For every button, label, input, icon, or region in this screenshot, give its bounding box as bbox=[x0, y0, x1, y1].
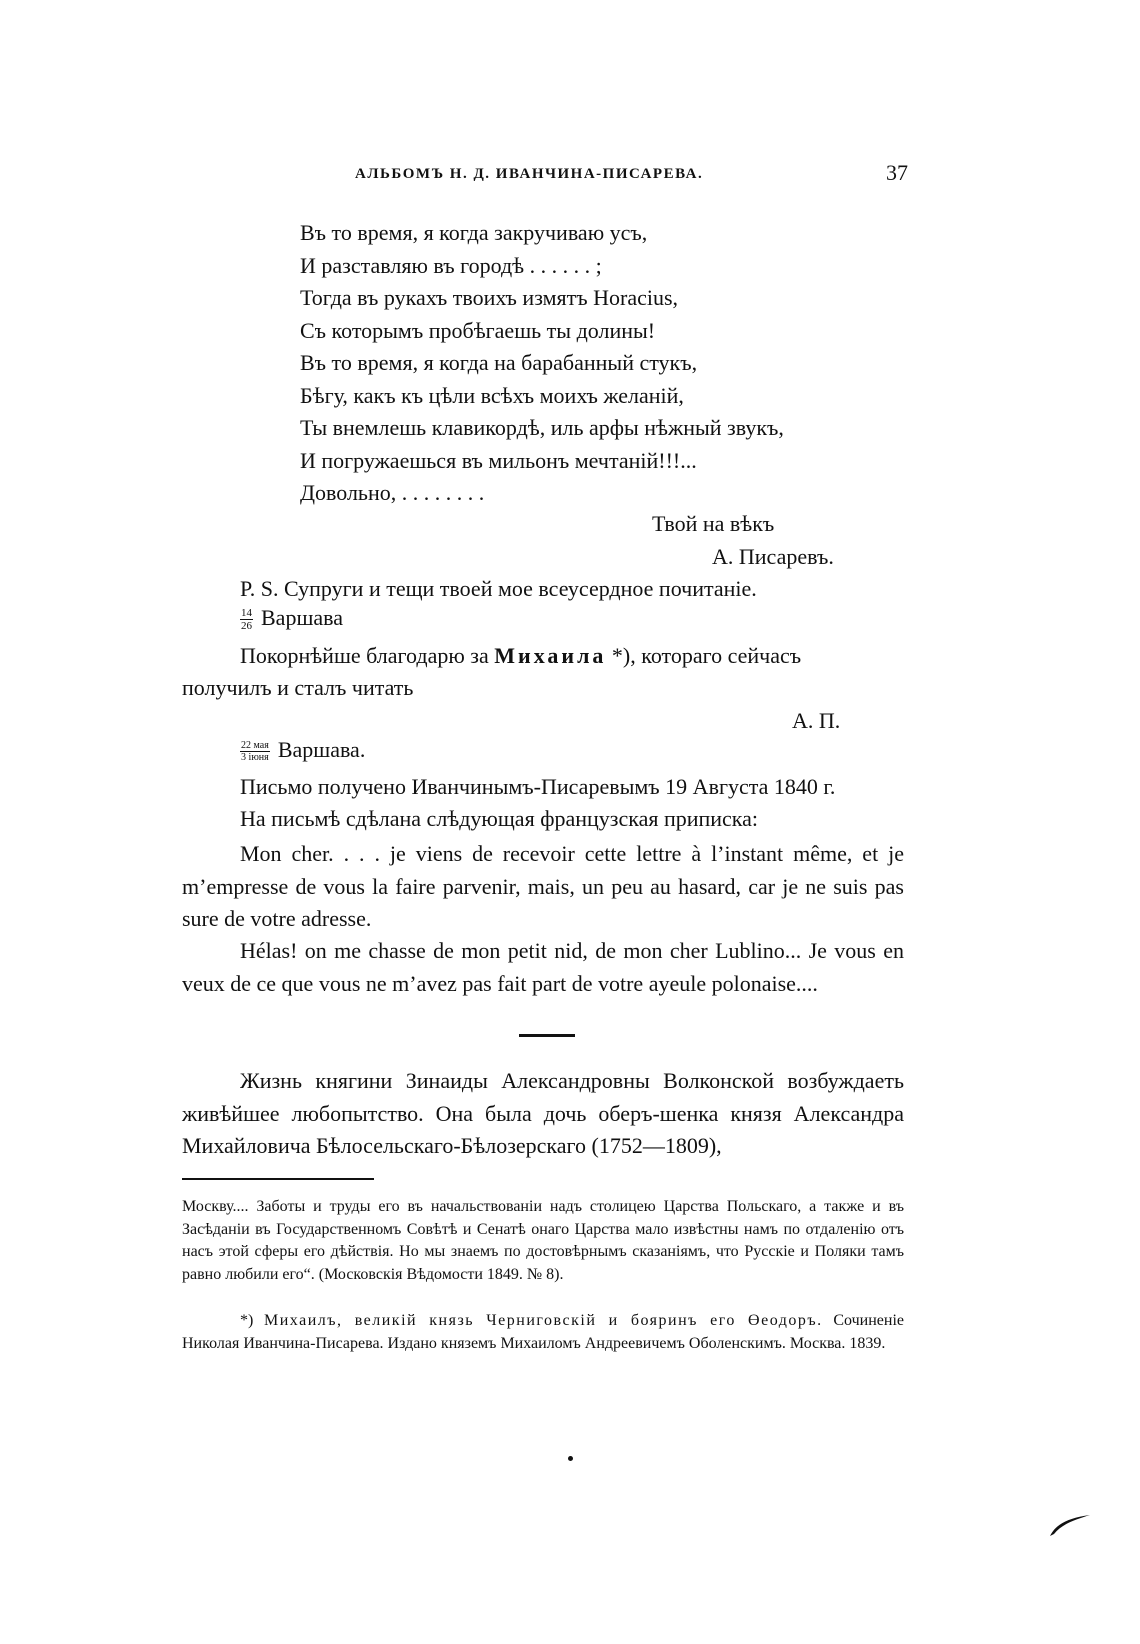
date-fraction-2 bbox=[240, 740, 270, 763]
poem-line: И погружаешься въ мильонъ мечтаній!!!... bbox=[300, 447, 697, 473]
section-divider bbox=[519, 1034, 575, 1037]
place-name: Варшава. bbox=[277, 737, 366, 762]
ink-speck bbox=[568, 1456, 573, 1461]
poem bbox=[300, 217, 784, 510]
date-denominator: 26 bbox=[241, 620, 252, 633]
footnote-continued: Москву.... Заботы и труды его въ начальствованіи надъ столицею Царства Польскаго, а также и въ Засѣданіи въ Государственномъ Совѣтѣ и Сенатѣ онаго Царства мало извѣстны намъ по отдаленію отъ насъ этой сферы его дѣйствія. Но мы знаемъ по достовѣрнымъ сказаніямъ, что Русскіе и Поляки тамъ равно любили его“. (Московскія Вѣдомости 1849. № 8). bbox=[182, 1198, 904, 1283]
date-numerator: 22 мая bbox=[241, 740, 269, 752]
poem-line: Ты внемлешь клавикордѣ, иль арфы нѣжный звукъ, bbox=[300, 415, 784, 440]
poem-line: Довольно, . . . . . . . . bbox=[300, 480, 485, 505]
thanks-text: ъ bbox=[789, 643, 802, 668]
ink-mark-icon bbox=[1048, 1512, 1092, 1538]
place-name: Варшава bbox=[261, 605, 344, 630]
date-fraction-1 bbox=[240, 607, 253, 632]
thanks-line bbox=[240, 643, 904, 669]
initials: А. П. bbox=[792, 708, 841, 733]
received-note: Письмо получено Иванчинымъ-Писаревымъ 19 Августа 1840 г. bbox=[240, 774, 836, 799]
footnote-rule bbox=[182, 1178, 374, 1180]
postscript: P. S. Супруги и тещи твоей мое всеусердное почитаніе. bbox=[240, 576, 757, 601]
letter-closing: Твой на вѣкъ bbox=[652, 511, 775, 536]
thanks-name: Михаила bbox=[494, 643, 607, 668]
footnote-text: Сочиненіе Николая Иванчина-Писарева. Издано княземъ Михаиломъ Андреевичемъ Оболенскимъ. Москва. 1839. bbox=[182, 1312, 904, 1352]
poem-line: Бѣгу, какъ къ цѣли всѣхъ моихъ желаній, bbox=[300, 382, 684, 408]
poem-line: Въ то время, я когда закручиваю усъ, bbox=[300, 220, 648, 245]
footnote-mark: *) bbox=[240, 1312, 265, 1329]
french-intro: На письмѣ сдѣлана слѣдующая французская приписка: bbox=[240, 806, 759, 831]
poem-line: Съ которымъ пробѣгаешь ты долины! bbox=[300, 317, 656, 343]
running-title: АЛЬБОМЪ Н. Д. ИВАНЧИНА-ПИСАРЕВА. bbox=[355, 166, 704, 182]
date-numerator: 14 bbox=[241, 607, 252, 620]
thanks-text: *), котораго сейчас bbox=[606, 643, 790, 668]
date-place-2 bbox=[240, 737, 365, 763]
thanks-text: Покорнѣйше благодарю за bbox=[240, 643, 495, 668]
poem-line: Тогда въ рукахъ твоихъ измятъ Horacius, bbox=[300, 285, 679, 310]
page-number: 37 bbox=[886, 160, 908, 185]
footnote-star bbox=[182, 1310, 904, 1355]
poem-line: И разставляю въ городѣ . . . . . . ; bbox=[300, 252, 602, 278]
footnote-title: Михаилъ, великій князь Черниговскій и бояринъ его Өеодоръ. bbox=[264, 1312, 823, 1329]
letter-signature: А. Писаревъ. bbox=[712, 544, 834, 569]
french-paragraph-1: Mon cher. . . . je viens de recevoir cette lettre à l’instant même, et je m’empresse de vous la faire parvenir, mais, un peu au hasard, car je ne suis pas sure de votre adresse. bbox=[182, 841, 904, 931]
thanks-line-2: получилъ и сталъ читать bbox=[182, 675, 414, 700]
date-place-1 bbox=[240, 605, 343, 632]
body-paragraph: Жизнь княгини Зинаиды Александровны Волконской возбуждаеть живѣйшее любопытство. Она была дочь оберъ-шенка князя Александра Михайловича Бѣлосельскаго-Бѣлозерскаго (1752—1809), bbox=[182, 1068, 904, 1158]
poem-line: Въ то время, я когда на барабанный стукъ, bbox=[300, 350, 698, 375]
french-paragraph-2: Hélas! on me chasse de mon petit nid, de mon cher Lublino... Je vous en veux de ce que vous ne m’avez pas fait part de votre ayeule polonaise.... bbox=[182, 938, 904, 996]
date-denominator: 3 іюня bbox=[241, 752, 269, 764]
